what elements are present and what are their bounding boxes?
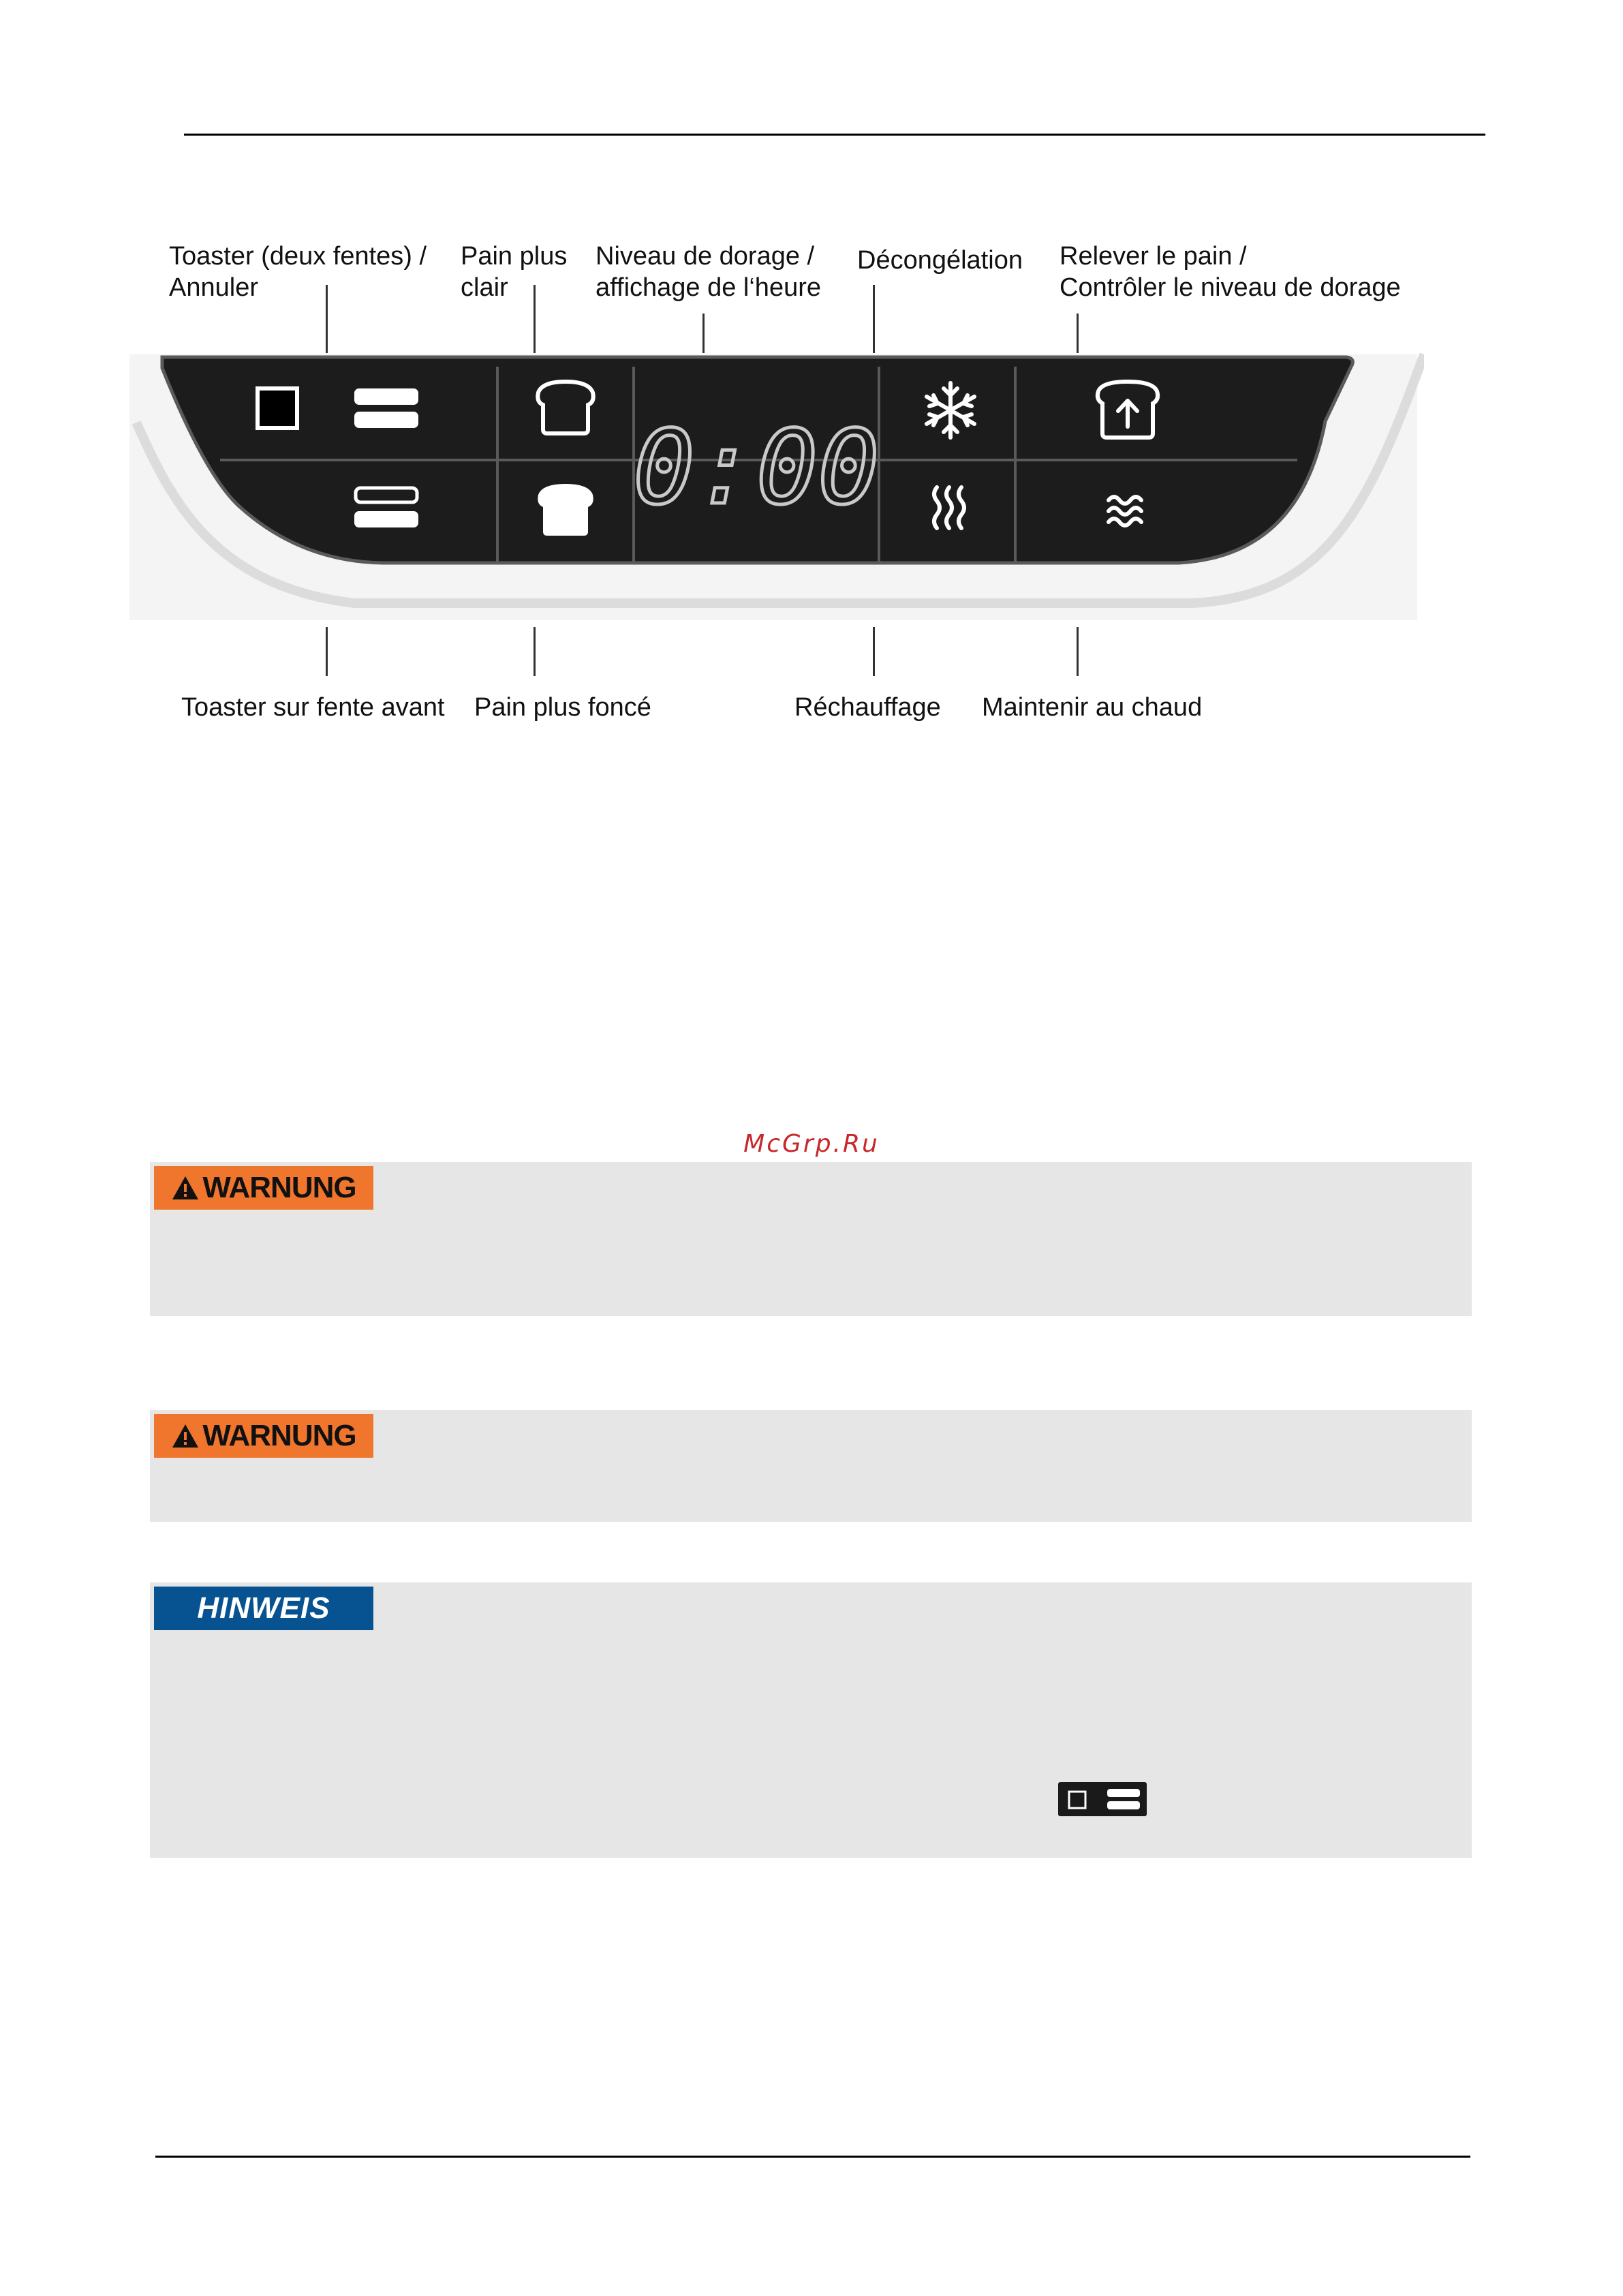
callout-pain-plus-clair xyxy=(461,241,567,303)
browning-level-display xyxy=(633,409,879,527)
header-rule xyxy=(184,134,1485,136)
callout-line: clair xyxy=(461,273,508,302)
display-digits: 0:00 xyxy=(633,409,880,527)
warning-notice xyxy=(150,1162,1472,1316)
darker-toast-button[interactable] xyxy=(538,484,593,536)
warning-triangle-icon xyxy=(171,1423,200,1449)
cancel-square-icon xyxy=(258,388,297,428)
bread-filled-icon xyxy=(538,484,593,536)
footer-rule xyxy=(155,2156,1470,2158)
note-badge xyxy=(154,1587,373,1630)
callout-line: Pain plus xyxy=(461,242,568,271)
warning-notice xyxy=(150,1410,1472,1522)
callout-line: Relever le pain / xyxy=(1060,242,1247,271)
control-panel xyxy=(129,348,1424,620)
leader-line xyxy=(534,627,536,676)
callout-maintenir-chaud: Maintenir au chaud xyxy=(982,693,1203,722)
callout-relever-pain xyxy=(1060,241,1401,303)
callout-niveau-dorage xyxy=(596,241,821,303)
callout-line: affichage de l‘heure xyxy=(596,273,821,302)
two-slot-toaster-icon xyxy=(1058,1782,1147,1816)
callout-line: Toaster (deux fentes) / xyxy=(169,242,427,271)
warning-badge-label: WARNUNG xyxy=(202,1419,356,1452)
slot-bar-icon xyxy=(354,511,418,527)
note-badge-label: HINWEIS xyxy=(197,1591,330,1625)
callout-line: Décongélation xyxy=(857,246,1023,275)
note-notice xyxy=(150,1582,1472,1858)
callout-line: Annuler xyxy=(169,273,258,302)
warning-badge xyxy=(154,1414,373,1458)
callout-pain-plus-fonce: Pain plus foncé xyxy=(474,693,651,722)
callout-rechauffage: Réchauffage xyxy=(794,693,941,722)
leader-line xyxy=(873,627,875,676)
slot-bar-icon xyxy=(354,388,418,405)
callout-decongelation xyxy=(857,245,1023,276)
leader-line xyxy=(534,285,536,353)
leader-line xyxy=(1077,627,1079,676)
callout-toaster-deux-fentes xyxy=(169,241,427,303)
leader-line xyxy=(873,285,875,353)
watermark-text: McGrp.Ru xyxy=(743,1130,880,1158)
leader-line xyxy=(326,627,328,676)
callout-toaster-fente-avant: Toaster sur fente avant xyxy=(181,693,445,722)
warning-badge xyxy=(154,1166,373,1210)
warning-triangle-icon xyxy=(171,1175,200,1201)
callout-line: Niveau de dorage / xyxy=(596,242,815,271)
leader-line xyxy=(326,285,328,353)
slot-bar-icon xyxy=(354,412,418,428)
warning-badge-label: WARNUNG xyxy=(202,1171,356,1204)
callout-line: Contrôler le niveau de dorage xyxy=(1060,273,1401,302)
